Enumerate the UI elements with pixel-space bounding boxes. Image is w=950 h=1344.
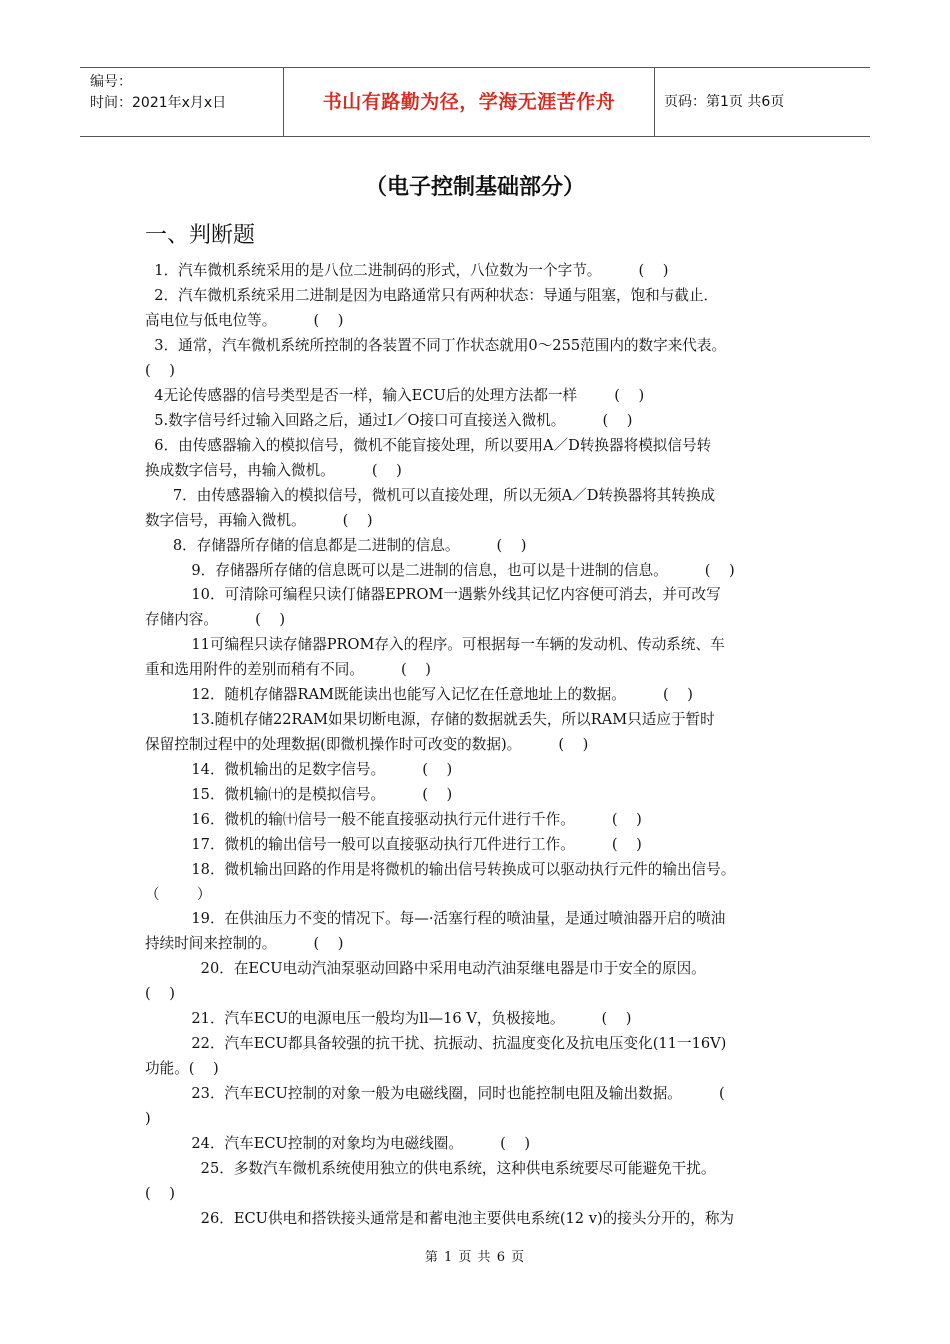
header-motto: 书山有路勤为径，学海无涯苦作舟: [283, 68, 655, 136]
question-10: 10．可清除可编程只读仃储器EPROM一遇紫外线其记忆内容便可消去，并可改写 存储内容。 ( ): [145, 586, 721, 628]
question-26: 26．ECU供电和搭铁接头通常是和蓄电池主要供电系统(12 v)的接头分开的，称为: [145, 1210, 735, 1227]
question-21: 21．汽车ECU的电源电压一般均为ll—16 V，负极接地。 ( ): [145, 1010, 632, 1027]
question-16: 16．微机的输㈩信号一般不能直接驱动执行元什进行千作。 ( ): [145, 811, 642, 828]
number-label: 编号：: [90, 74, 132, 90]
question-15: 15．微机输㈩的是模拟信号。 ( ): [145, 786, 453, 803]
question-4: 4无论传感器的信号类型是否一样，输入ECU后的处理方法都一样 ( ): [145, 387, 645, 404]
question-22: 22．汽车ECU都具备较强的抗干扰、抗振动、抗温度变化及抗电压变化(11一16V) 功能。( ): [145, 1035, 727, 1077]
header-page-info: 页码：第1页 共6页: [664, 94, 785, 110]
document-title: （电子控制基础部分）: [364, 175, 585, 200]
question-11: 11可编程只读存储器PROM存入的程序。可根据每一车辆的发动机、传动系统、车 重和选用附件的差别而稍有不同。 ( ): [145, 636, 725, 678]
question-17: 17．微机的输出信号一般可以直接驱动执行兀件进行工作。 ( ): [145, 836, 642, 853]
question-25: 25．多数汽车微机系统使用独立的供电系统，这种供电系统要尽可能避免干扰。 ( ): [145, 1160, 716, 1202]
question-5: 5.数字信号纤过输入回路之后，通过I／O接口可直接送入微机。 ( ): [145, 412, 633, 429]
question-14: 14．微机输出的足数字信号。 ( ): [145, 761, 453, 778]
question-12: 12．随机存储器RAM既能读出也能写入记忆在任意地址上的数据。 ( ): [145, 686, 693, 703]
date-line: 时间：2021年x月x日: [90, 95, 227, 111]
page-header: [80, 67, 870, 137]
question-9: 9．存储器所存储的信息既可以是二进制的信息，也可以是十进制的信息。 ( ): [145, 562, 735, 579]
question-19: 19．在供油压力不变的情况下。每—·活塞行程的喷油量，是通过喷油器开启的喷油 持续时间来控制的。 ( ): [145, 910, 726, 952]
question-13: 13.随机存储22RAM如果切断电源，存储的数据就丢失，所以RAM只适应于暂时 保留控制过程中的处理数据(即微机操作时可改变的数据)。 ( ): [145, 711, 715, 753]
question-1: 1．汽车微机系统采用的是八位二进制码的形式，八位数为一个字节。 ( ): [145, 262, 669, 279]
question-2: 2．汽车微机系统采用二进制是因为电路通常只有两种状态：导通与阻塞，饱和与截止． 高电位与低电位等。 ( ): [145, 287, 719, 329]
question-18: 18．微机输出回路的作用是将微机的输出信号转换成可以驱动执行元件的输出信号。 （ ）: [145, 861, 736, 903]
page-footer: 第 1 页 共 6 页: [424, 1250, 526, 1265]
question-6: 6．由传感器输入的模拟信号，微机不能盲接处理，所以要用A／D转换器将模拟信号转 换成数字信号，冉输入微机。 ( ): [145, 437, 712, 479]
header-meta-cell: [80, 68, 283, 136]
question-3: 3．通常，汽车微机系统所控制的各装置不同丁作状态就用0～255范围内的数字来代表。 ( ): [145, 337, 727, 379]
question-7: 7．由传感器输入的模拟信号，微机可以直接处理，所以无须A／D转换器将其转换成 数字信号，再输入微机。 ( ): [145, 487, 716, 529]
question-8: 8．存储器所存储的信息都是二进制的信息。 ( ): [145, 537, 527, 554]
question-24: 24．汽车ECU控制的对象均为电磁线圈。 ( ): [145, 1135, 531, 1152]
section-title: 一、判断题: [145, 223, 256, 248]
question-20: 20．在ECU电动汽油泵驱动回路中采用电动汽油泵继电器是巾于安全的原因。 ( ): [145, 960, 706, 1002]
question-23: 23．汽车ECU控制的对象一般为电磁线圈，同时也能控制电阻及输出数据。 ( ): [145, 1085, 725, 1127]
